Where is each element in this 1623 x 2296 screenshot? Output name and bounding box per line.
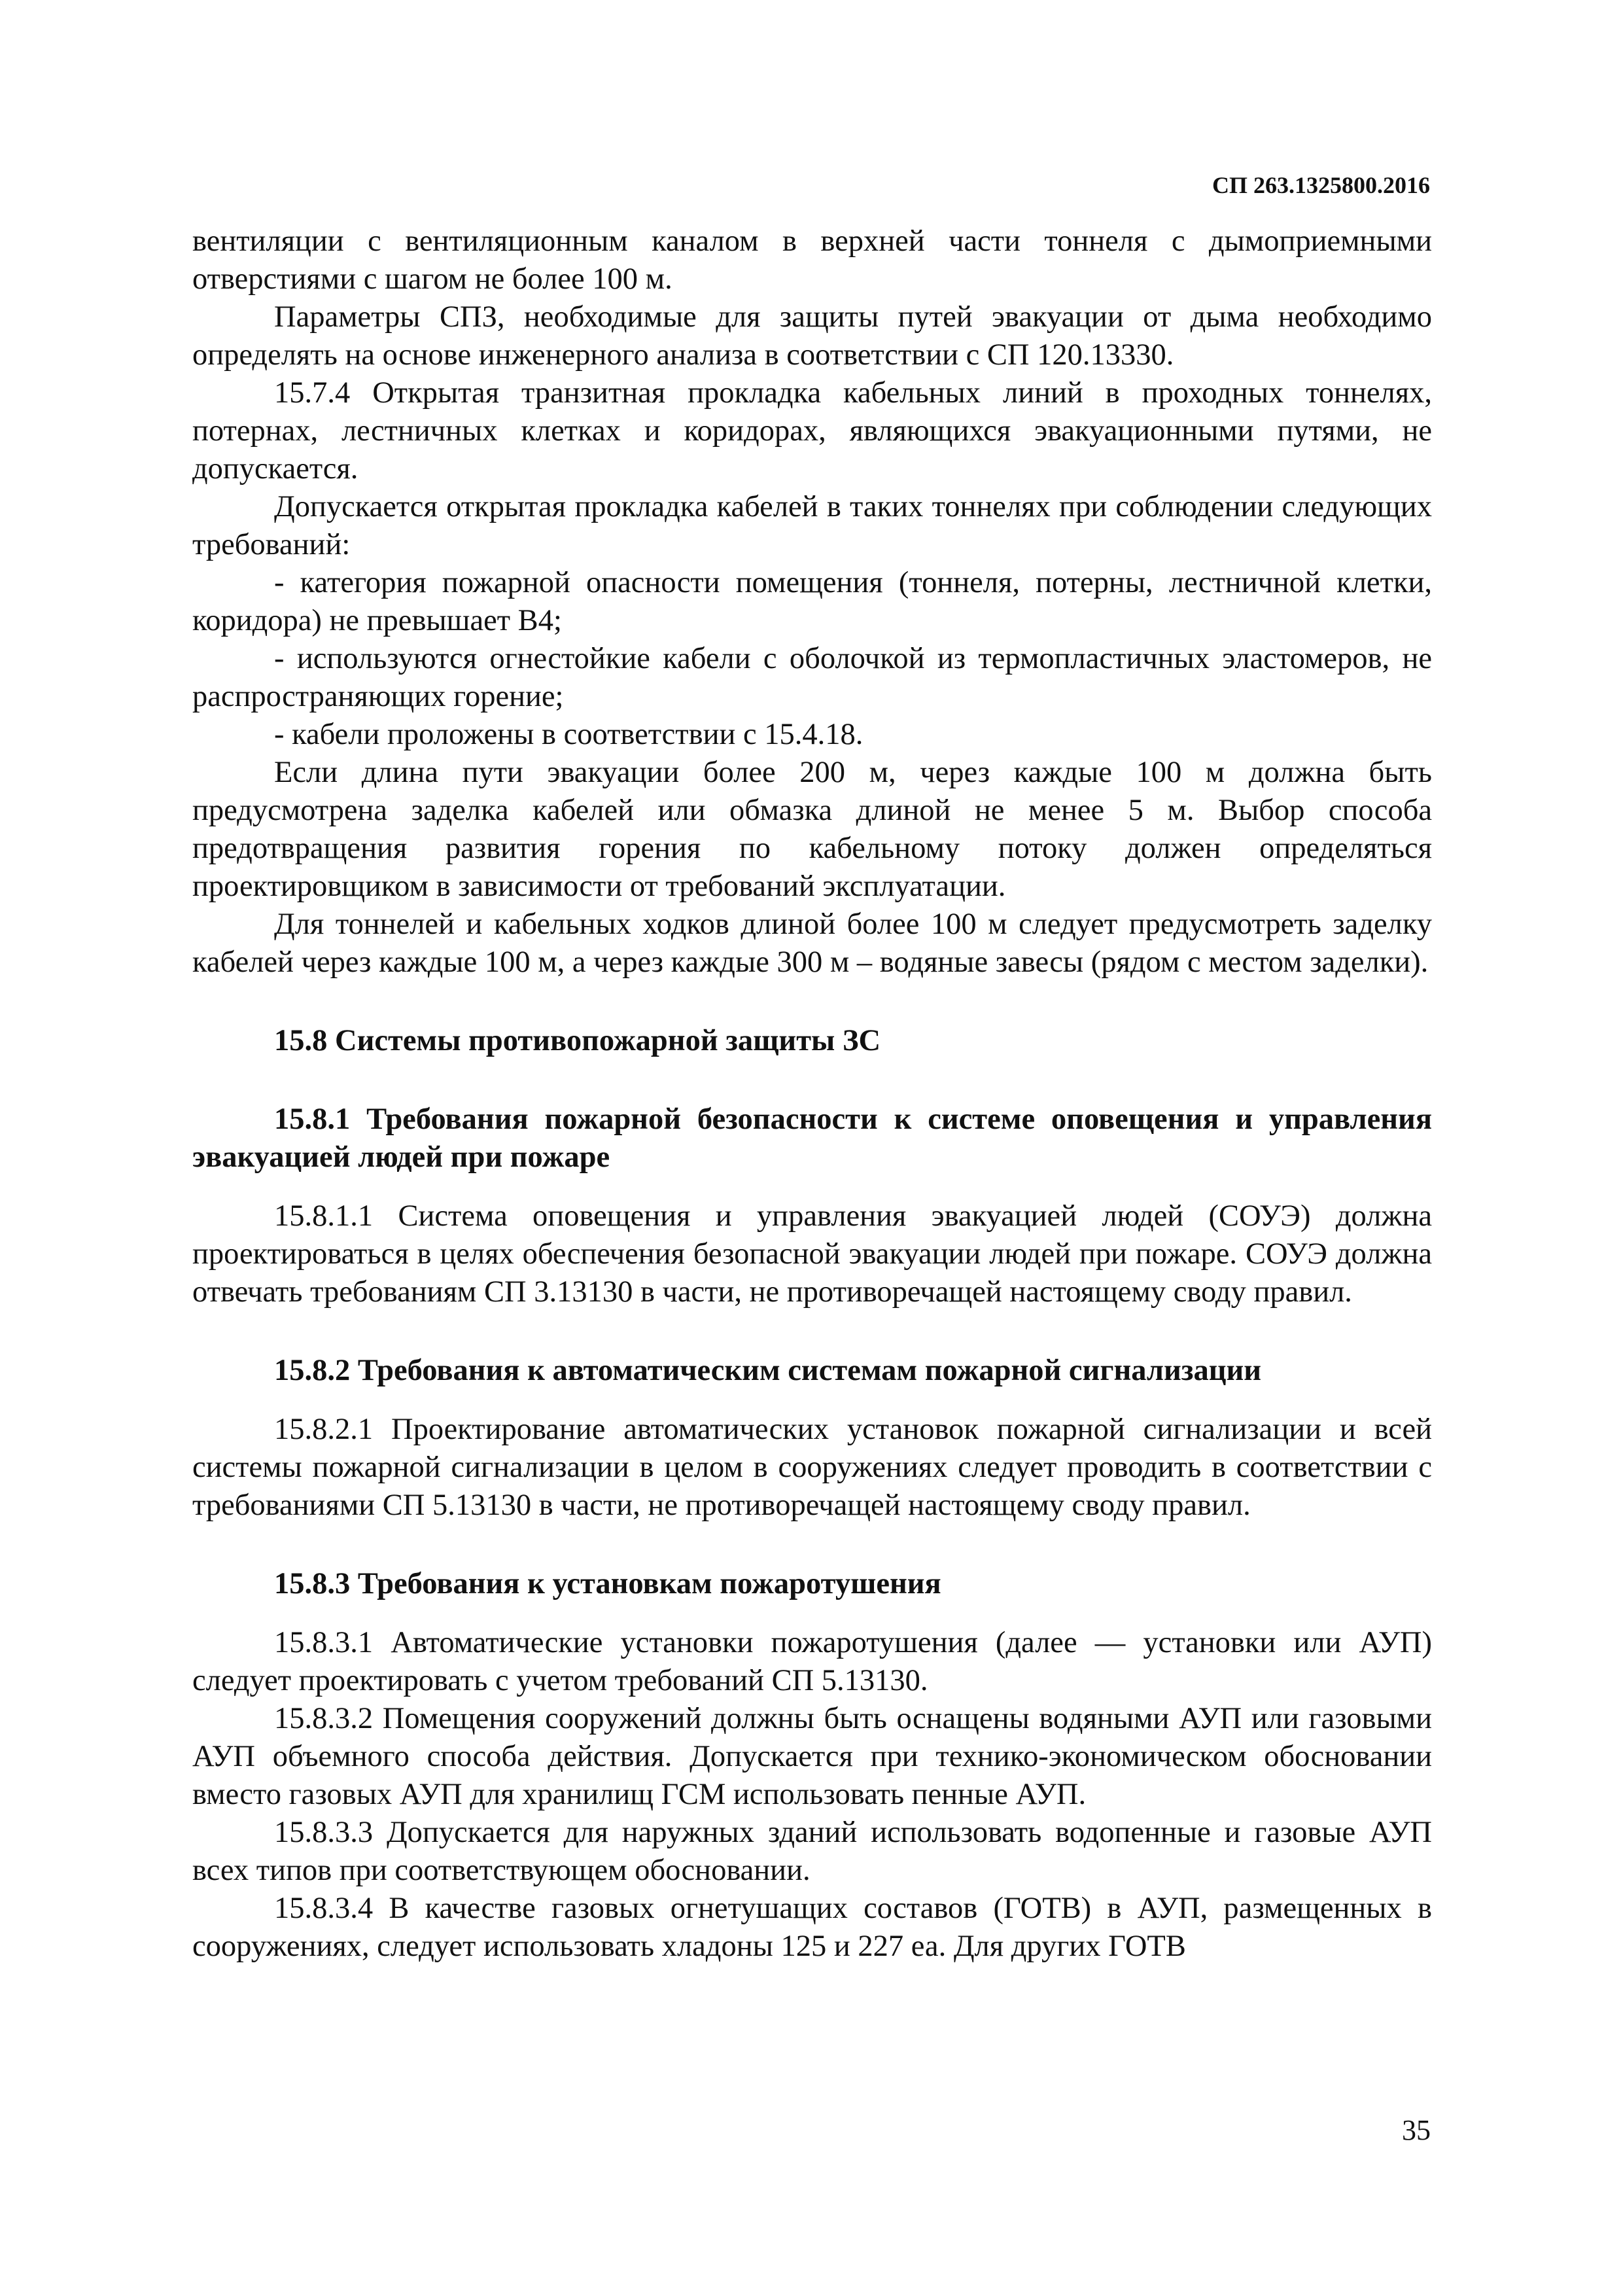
paragraph: Если длина пути эвакуации более 200 м, через каждые 100 м должна быть предусмотрена заделка кабелей или обмазка длиной не менее 5 м. Выбор способа предотвращения развития горения по кабельному потоку должен определяться проектировщиком в зависимости от требований эксплуатации.: [192, 756, 1432, 903]
paragraph-15-8-3-4: 15.8.3.4 В качестве газовых огнетушащих составов (ГОТВ) в АУП, размещенных в сооружениях, следует использовать хладоны 125 и 227 еа. Для других ГОТВ: [192, 1892, 1432, 1963]
page-number: 35: [1402, 2114, 1431, 2146]
subsection-heading-15-8-1: 15.8.1 Требования пожарной безопасности к системе оповещения и управления эвакуацией людей при пожаре: [192, 1103, 1432, 1174]
paragraph-continued: вентиляции с вентиляционным каналом в верхней части тоннеля с дымоприемными отверстиями с шагом не более 100 м.: [192, 224, 1432, 296]
list-item: - используются огнестойкие кабели с оболочкой из термопластичных эластомеров, не распространяющих горение;: [192, 642, 1432, 713]
paragraph-15-8-3-3: 15.8.3.3 Допускается для наружных зданий использовать водопенные и газовые АУП всех типов при соответствующем обосновании.: [192, 1816, 1432, 1887]
document-body: [192, 222, 1432, 1966]
subsection-heading-15-8-3: 15.8.3 Требования к установкам пожаротушения: [274, 1567, 941, 1600]
paragraph-15-8-1-1: 15.8.1.1 Система оповещения и управления эвакуацией людей (СОУЭ) должна проектироваться в целях обеспечения безопасной эвакуации людей при пожаре. СОУЭ должна отвечать требованиям СП 3.13130 в части, не противоречащей настоящему своду правил.: [192, 1199, 1432, 1309]
paragraph: Для тоннелей и кабельных ходков длиной более 100 м следует предусмотреть заделку кабелей через каждые 100 м, а через каждые 300 м – водяные завесы (рядом с местом заделки).: [192, 908, 1432, 979]
paragraph: Допускается открытая прокладка кабелей в таких тоннелях при соблюдении следующих требований:: [192, 490, 1432, 561]
section-heading-15-8: 15.8 Системы противопожарной защиты ЗС: [274, 1024, 881, 1057]
paragraph: Параметры СПЗ, необходимые для защиты путей эвакуации от дыма необходимо определять на основе инженерного анализа в соответствии с СП 120.13330.: [192, 300, 1432, 372]
subsection-heading-15-8-2: 15.8.2 Требования к автоматическим системам пожарной сигнализации: [274, 1354, 1262, 1387]
list-item: - категория пожарной опасности помещения (тоннеля, потерны, лестничной клетки, коридора) не превышает В4;: [192, 566, 1432, 637]
document-code-header: СП 263.1325800.2016: [1212, 172, 1430, 198]
paragraph-15-8-2-1: 15.8.2.1 Проектирование автоматических установок пожарной сигнализации и всей системы пожарной сигнализации в целом в сооружениях следует проводить в соответствии с требованиями СП 5.13130 в части, не противоречащей настоящему своду правил.: [192, 1413, 1432, 1522]
paragraph-15-8-3-2: 15.8.3.2 Помещения сооружений должны быть оснащены водяными АУП или газовыми АУП объемного способа действия. Допускается при технико-экономическом обосновании вместо газовых АУП для хранилищ ГСМ использовать пенные АУП.: [192, 1702, 1432, 1811]
paragraph-15-8-3-1: 15.8.3.1 Автоматические установки пожаротушения (далее — установки или АУП) следует проектировать с учетом требований СП 5.13130.: [192, 1626, 1432, 1697]
list-item: - кабели проложены в соответствии с 15.4.18.: [274, 718, 864, 751]
paragraph-15-7-4: 15.7.4 Открытая транзитная прокладка кабельных линий в проходных тоннелях, потернах, лестничных клетках и коридорах, являющихся эвакуационными путями, не допускается.: [192, 376, 1432, 486]
